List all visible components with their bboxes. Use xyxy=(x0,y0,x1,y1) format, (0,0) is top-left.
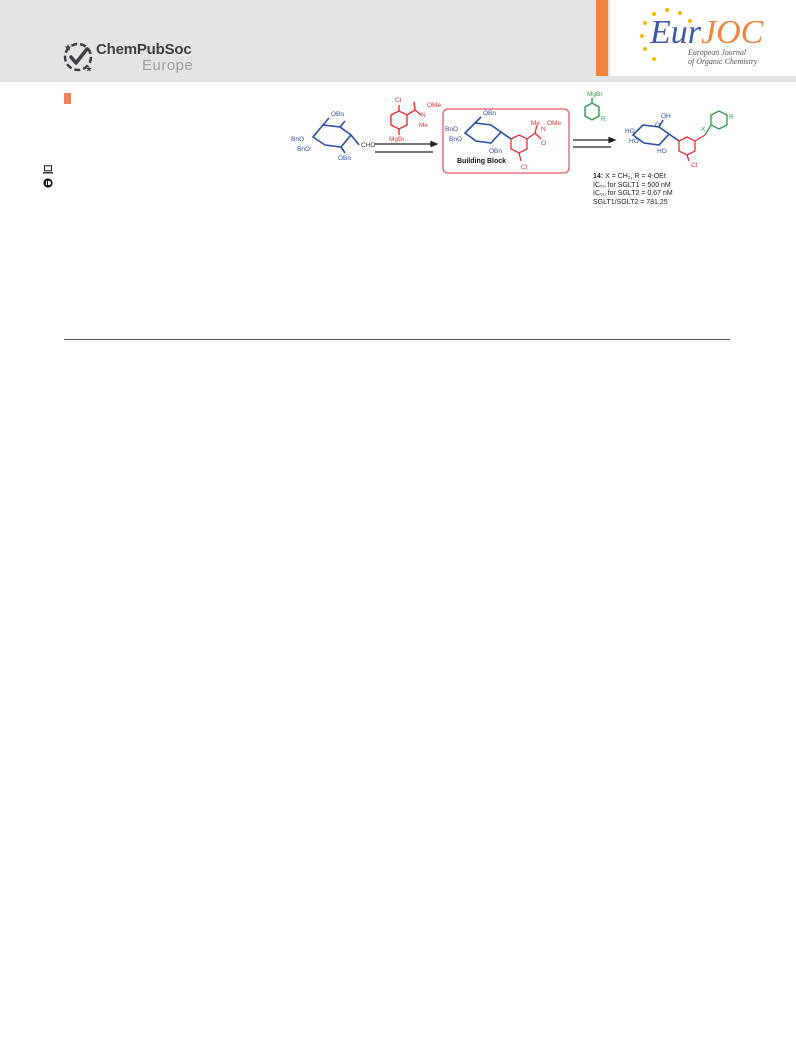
intermediate-cl: Cl xyxy=(521,164,528,171)
reagent1-n: N xyxy=(421,112,426,119)
reagent1-mgbr: MgBr xyxy=(389,136,405,143)
journal-logo xyxy=(596,0,796,80)
sm-group-cho: CHO xyxy=(361,142,376,149)
compound-caption xyxy=(593,173,673,207)
product-cl: Cl xyxy=(691,162,698,169)
product-ho: HO xyxy=(657,148,667,155)
publisher-region: Europe xyxy=(142,57,194,74)
journal-wordmark-joc: JOC xyxy=(701,14,764,51)
compound-number: 14: xyxy=(593,173,604,180)
reagent1-me: Me xyxy=(419,122,429,129)
sm-group-bno: BnO xyxy=(297,146,311,153)
journal-logo-box xyxy=(610,0,796,76)
section-divider xyxy=(64,339,730,340)
reagent-1 xyxy=(389,97,441,143)
product-x: X xyxy=(701,126,706,133)
sm-group-obn: OBn xyxy=(331,111,345,118)
product-oh: OH xyxy=(661,113,671,120)
intermediate-o: O xyxy=(541,140,547,147)
compound-substituents: X = CH₂, R = 4-OEt xyxy=(605,173,666,180)
intermediate-obn: OBn xyxy=(489,148,503,155)
journal-fullname xyxy=(688,48,757,66)
reagent2-r: R xyxy=(601,116,606,123)
caption-line-2: IC₅₀ for SGLT1 = 500 nM xyxy=(593,181,671,189)
intermediate-me: Me xyxy=(531,120,541,127)
reaction-arrow-2 xyxy=(573,138,615,148)
intermediate xyxy=(445,110,561,171)
product-14 xyxy=(625,111,734,169)
intermediate-ome: OMe xyxy=(547,120,562,127)
intermediate-obn: OBn xyxy=(483,110,497,117)
building-block-label: Building Block xyxy=(457,158,506,165)
journal-wordmark-eur: Eur xyxy=(650,14,701,51)
intermediate-n: N xyxy=(541,126,546,133)
caption-line-4: SGLT1/SGLT2 = 781.25 xyxy=(593,198,668,206)
product-ho: HO xyxy=(629,138,639,145)
journal-accent-bar xyxy=(596,0,608,76)
publisher-name: ChemPubSoc xyxy=(96,41,192,58)
publisher-logo xyxy=(62,40,212,80)
intermediate-bno: BnO xyxy=(445,126,459,133)
reaction-arrow-1 xyxy=(375,142,437,153)
product-ho: HO xyxy=(625,128,635,135)
journal-header xyxy=(0,0,796,82)
caption-line-1 xyxy=(593,173,673,182)
reagent1-ome: OMe xyxy=(427,102,442,109)
product-o: O xyxy=(655,122,661,129)
orcid-icon[interactable] xyxy=(43,178,53,188)
reagent-2 xyxy=(585,91,606,123)
journal-fullname-line1: European Journal xyxy=(688,48,747,57)
chempubsoc-emblem-icon xyxy=(62,40,94,74)
laptop-icon[interactable] xyxy=(43,165,53,174)
sm-group-bno: BnO xyxy=(291,136,305,143)
starting-material xyxy=(313,118,359,153)
reagent2-mgbr: MgBr xyxy=(587,91,603,98)
reagent1-cl: Cl xyxy=(395,97,402,104)
product-r: R xyxy=(729,114,734,121)
journal-wordmark xyxy=(650,14,763,52)
caption-line-3: IC₅₀ for SGLT2 = 0.67 nM xyxy=(593,190,673,197)
intermediate-bno: BnO xyxy=(449,136,463,143)
sm-group-obn: OBn xyxy=(338,155,352,162)
journal-fullname-line2: of Organic Chemistry xyxy=(688,57,758,66)
synthesis-scheme xyxy=(285,85,745,215)
section-marker xyxy=(64,93,71,104)
